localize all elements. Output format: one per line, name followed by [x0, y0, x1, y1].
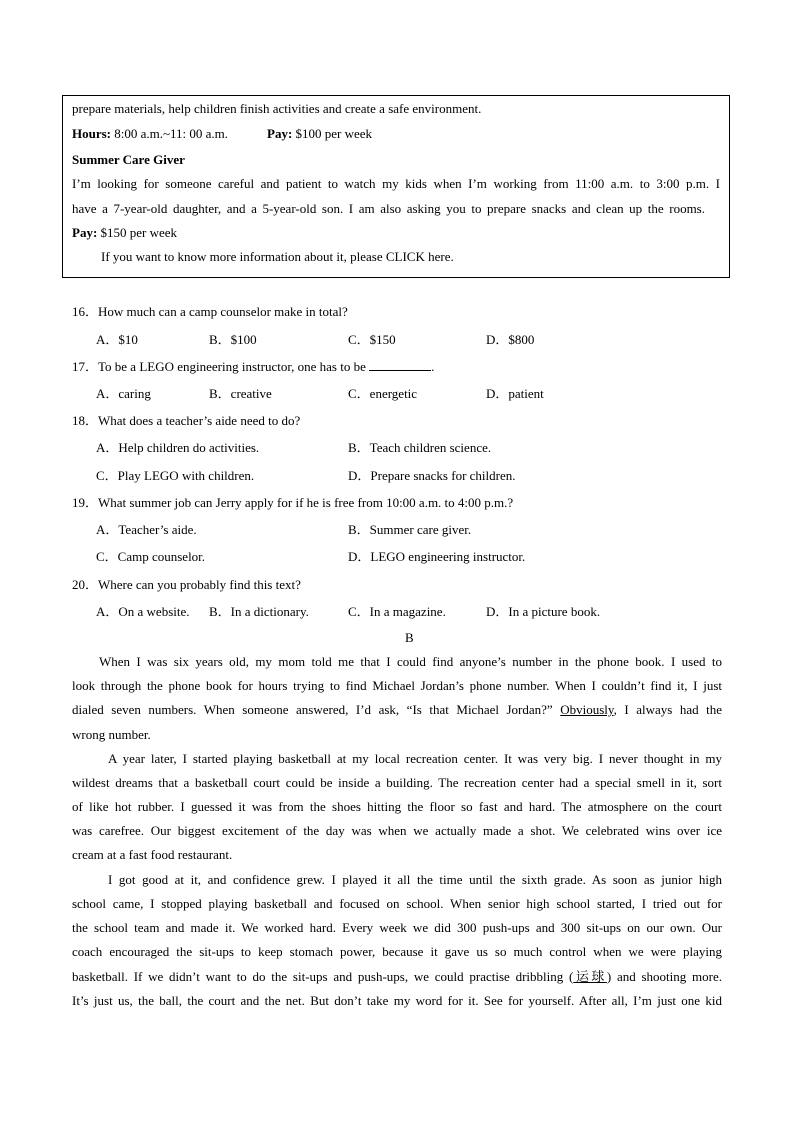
- q19-option-d: D．LEGO engineering instructor.: [348, 549, 526, 564]
- passage-p2-line-3: of like hot rubber. I guessed it was from the shoes hitting the floor so fast and hard. The atmosphere on the court: [72, 799, 722, 814]
- passage-p1-line-4: wrong number.: [72, 727, 151, 742]
- pay-label-1: Pay:: [267, 126, 293, 141]
- ad-hours-line: [72, 126, 228, 142]
- click-here-line: If you want to know more information about it, please CLICK here.: [101, 249, 454, 264]
- q20-option-c: C．In a magazine.: [348, 604, 446, 619]
- q17-stem-end: .: [431, 359, 435, 374]
- p1-line3-post: , I always had the: [613, 702, 722, 717]
- question-19-stem: 19．What summer job can Jerry apply for if he is free from 10:00 a.m. to 4:00 p.m.?: [72, 495, 514, 510]
- question-20-stem: 20．Where can you probably find this text?: [72, 577, 301, 592]
- passage-p2-line-2: wildest dreams that a basketball court could be inside a building. The recreation center had a special smell in it, sort: [72, 775, 722, 790]
- q20-option-d: D．In a picture book.: [486, 604, 601, 619]
- underlined-word-obviously: Obviously: [560, 702, 614, 717]
- passage-p1-line-2: look through the phone book for hours trying to find Michael Jordan’s phone number. When I couldn’t find it, I just: [72, 678, 722, 693]
- q18-option-a: A．Help children do activities.: [96, 440, 260, 455]
- q17-option-c: C．energetic: [348, 386, 418, 401]
- ad-pay-line-2: [72, 225, 177, 241]
- q16-option-c: C．$150: [348, 332, 396, 347]
- passage-p1-line-1: When I was six years old, my mom told me that I could find anyone’s number in the phone book. I used to: [99, 654, 722, 669]
- passage-p3-line-5: [72, 969, 722, 985]
- q16-option-a: A．$10: [96, 332, 138, 347]
- q18-option-c: C．Play LEGO with children.: [96, 468, 255, 483]
- q20-option-a: A．On a website.: [96, 604, 190, 619]
- q20-option-b: B．In a dictionary.: [209, 604, 309, 619]
- care-line-1: I’m looking for someone careful and patient to watch my kids when I’m working from 11:00 a.m. to 3:00 p.m. I: [72, 176, 720, 191]
- pay-label-2: Pay:: [72, 225, 98, 240]
- q19-option-a: A．Teacher’s aide.: [96, 522, 197, 537]
- summer-care-giver-title: Summer Care Giver: [72, 152, 185, 167]
- p1-line3-pre: dialed seven numbers. When someone answered, I’d ask, “Is that Michael Jordan?”: [72, 702, 553, 717]
- hours-label: Hours:: [72, 126, 111, 141]
- q16-option-d: D．$800: [486, 332, 535, 347]
- p3-line5-pre: basketball. If we didn’t want to do the sit-ups and push-ups, we could practise dribbling (: [72, 969, 574, 984]
- underlined-word-dribbling-cn: 运球: [573, 969, 607, 984]
- ad-line-prepare: prepare materials, help children finish activities and create a safe environment.: [72, 101, 482, 116]
- passage-p2-line-1: A year later, I started playing basketball at my local recreation center. It was very big. I never thought in my: [108, 751, 722, 766]
- q19-option-b: B．Summer care giver.: [348, 522, 472, 537]
- q16-option-b: B．$100: [209, 332, 257, 347]
- passage-p3-line-1: I got good at it, and confidence grew. I played it all the time until the sixth grade. As soon as junior high: [108, 872, 722, 887]
- q18-option-d: D．Prepare snacks for children.: [348, 468, 516, 483]
- passage-p1-line-3: [72, 702, 722, 718]
- passage-p3-line-3: the school team and made it. We worked hard. Every week we did 300 push-ups and 300 sit-ups on our own. Our: [72, 920, 722, 935]
- passage-p3-line-6: It’s just us, the ball, the court and the net. But don’t take my word for it. See for yourself. After all, I’m just one kid: [72, 993, 722, 1008]
- q17-option-a: A．caring: [96, 386, 151, 401]
- passage-p2-line-5: cream at a fast food restaurant.: [72, 847, 233, 862]
- q17-option-b: B．creative: [209, 386, 272, 401]
- ad-pay-line-1: [267, 126, 372, 142]
- answer-blank: [369, 359, 431, 371]
- q17-stem-text: 17．To be a LEGO engineering instructor, one has to be: [72, 359, 366, 374]
- q18-option-b: B．Teach children science.: [348, 440, 492, 455]
- passage-p3-line-4: coach encouraged the sit-ups to keep stomach power, because it gave us so much control when we were playing: [72, 944, 722, 959]
- question-17-stem: [72, 359, 434, 375]
- q19-option-c: C．Camp counselor.: [96, 549, 206, 564]
- question-18-stem: 18．What does a teacher’s aide need to do?: [72, 413, 301, 428]
- p3-line5-post: ) and shooting more.: [606, 969, 722, 984]
- passage-p2-line-4: was carefree. Our biggest excitement of the day was when we actually made a shot. We celebrated wins over ice: [72, 823, 722, 838]
- hours-value: 8:00 a.m.~11: 00 a.m.: [114, 126, 229, 141]
- question-16-stem: 16．How much can a camp counselor make in total?: [72, 304, 348, 319]
- section-b-label: B: [405, 630, 414, 645]
- care-line-2: have a 7-year-old daughter, and a 5-year-old son. I am also asking you to prepare snacks and clean up the rooms.: [72, 201, 705, 216]
- pay-value-1: $100 per week: [295, 126, 373, 141]
- pay-value-2: $150 per week: [100, 225, 178, 240]
- passage-p3-line-2: school came, I stopped playing basketball and focused on school. When senior high school started, I tried out for: [72, 896, 722, 911]
- q17-option-d: D．patient: [486, 386, 544, 401]
